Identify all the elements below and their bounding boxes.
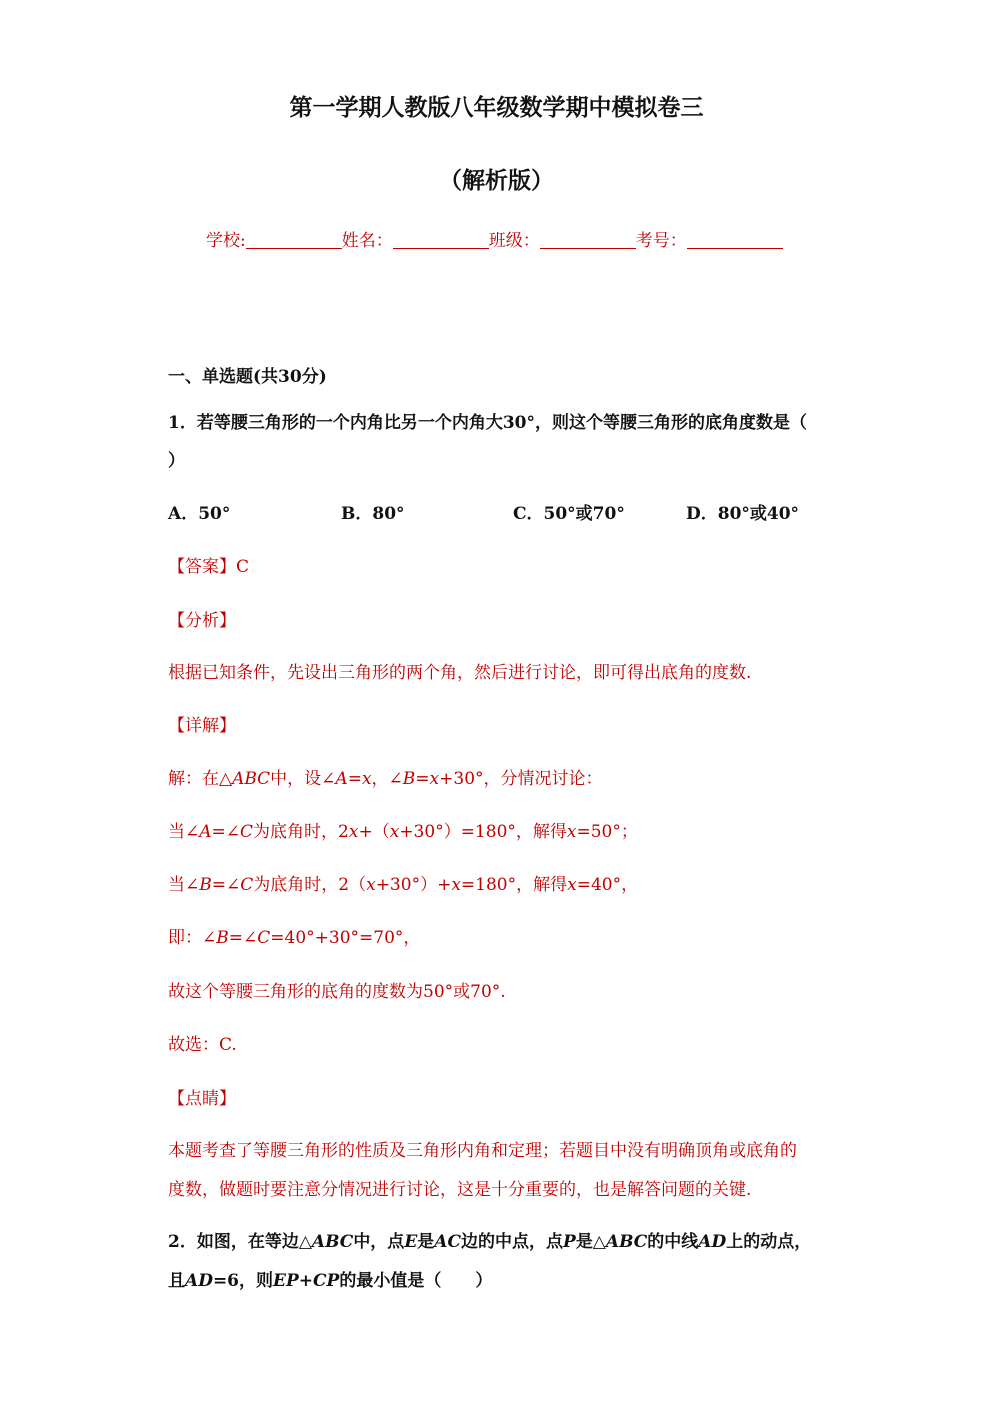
math-var: x (451, 875, 461, 895)
text: +30°）=180°，解得 (399, 822, 567, 842)
math-var: x (348, 822, 359, 842)
math-var: B (402, 769, 416, 789)
text: 中，点 (353, 1232, 405, 1252)
class-label: 班级： (488, 231, 540, 251)
text: 是 (417, 1232, 435, 1252)
name-blank (393, 230, 489, 249)
q1-analysis-label: 【分析】 (168, 611, 236, 631)
q1-comment-label: 【点睛】 (168, 1089, 236, 1109)
math-var: C (240, 875, 254, 895)
id-blank (687, 230, 783, 249)
math-var: A (335, 769, 348, 789)
school-label: 学校: (206, 231, 246, 251)
text: =40°+30°=70°， (270, 928, 421, 948)
text: ，∠ (371, 769, 403, 789)
id-label: 考号： (635, 231, 687, 251)
q1-stem-line1: 1．若等腰三角形的一个内角比另一个内角大30°，则这个等腰三角形的底角度数是（ (168, 413, 807, 433)
text: 且 (168, 1271, 185, 1291)
q1-comment-line1: 本题考查了等腰三角形的性质及三角形内角和定理；若题目中没有明确顶角或底角的 (168, 1141, 797, 1161)
math-var: P (563, 1232, 576, 1252)
q1-answer (168, 552, 249, 577)
math-var: ABC (605, 1232, 648, 1252)
text: =6，则 (212, 1271, 274, 1291)
math-var: C (257, 928, 271, 948)
math-var: AC (434, 1232, 462, 1252)
q1-detail-line5: 故这个等腰三角形的底角的度数为50°或70°. (168, 982, 506, 1002)
text: =40°， (576, 875, 639, 895)
text: 边的中点，点 (461, 1232, 564, 1252)
math-var: x (389, 822, 400, 842)
math-var: EP (273, 1271, 299, 1291)
school-blank (246, 230, 342, 249)
q1-detail-line3 (168, 870, 638, 895)
q1-option-b: B．80° (341, 504, 405, 524)
section-heading: 一、单选题(共30分) (168, 367, 327, 387)
q1-detail-line6: 故选：C. (168, 1035, 237, 1055)
math-var: E (404, 1232, 418, 1252)
math-var: x (566, 822, 577, 842)
text: 上的动点， (726, 1232, 812, 1252)
text: =180°，解得 (460, 875, 568, 895)
math-var: ABC (232, 769, 271, 789)
math-var: C (240, 822, 254, 842)
text: + (298, 1271, 314, 1291)
q1-stem-line2: ） (168, 451, 185, 471)
document-title: 第一学期人教版八年级数学期中模拟卷三 (289, 94, 704, 121)
student-info-row (206, 226, 783, 251)
q1-option-a: A．50° (168, 504, 231, 524)
math-var: ABC (311, 1232, 354, 1252)
text: = (415, 769, 430, 789)
math-var: B (199, 875, 212, 895)
math-var: x (429, 769, 440, 789)
math-var: A (199, 822, 212, 842)
math-var: x (366, 875, 376, 895)
q1-analysis-text: 根据已知条件，先设出三角形的两个角，然后进行讨论，即可得出底角的度数. (168, 663, 752, 683)
math-var: AD (698, 1232, 727, 1252)
name-label: 姓名： (341, 231, 393, 251)
text: +30°，分情况讨论： (439, 769, 603, 789)
text: 即：∠ (168, 928, 217, 948)
text: 当∠ (168, 822, 200, 842)
class-blank (540, 230, 636, 249)
q2-stem-line1 (168, 1227, 811, 1252)
text: =∠ (211, 875, 241, 895)
text: 为底角时，2 (253, 822, 349, 842)
text: =∠ (228, 928, 258, 948)
answer-value: C (236, 557, 250, 577)
text: 为底角时，2（ (253, 875, 367, 895)
text: +（ (358, 822, 390, 842)
q1-detail-line2 (168, 817, 638, 842)
text: 解：在△ (168, 769, 233, 789)
q1-option-c: C．50°或70° (513, 504, 625, 524)
math-var: B (216, 928, 229, 948)
math-var: CP (313, 1271, 340, 1291)
q1-detail-line1 (168, 764, 603, 789)
math-var: AD (185, 1271, 213, 1291)
q1-detail-line4 (168, 923, 420, 948)
text: =∠ (211, 822, 241, 842)
q1-comment-line2: 度数，做题时要注意分情况进行讨论，这是十分重要的，也是解答问题的关键. (168, 1180, 752, 1200)
text: +30°）+ (375, 875, 452, 895)
q1-detail-label: 【详解】 (168, 716, 236, 736)
text: 中，设∠ (270, 769, 336, 789)
text: =50°； (576, 822, 638, 842)
text: 是△ (575, 1232, 606, 1252)
math-var: x (567, 875, 577, 895)
text: = (347, 769, 362, 789)
text: 的中线 (647, 1232, 699, 1252)
q1-option-d: D．80°或40° (686, 504, 800, 524)
q2-stem-line2 (168, 1266, 492, 1291)
text: 2．如图，在等边△ (168, 1232, 312, 1252)
answer-label: 【答案】 (168, 557, 236, 577)
text: 当∠ (168, 875, 200, 895)
text: 的最小值是（ ） (339, 1271, 493, 1291)
math-var: x (361, 769, 372, 789)
document-subtitle: （解析版） (439, 167, 554, 194)
